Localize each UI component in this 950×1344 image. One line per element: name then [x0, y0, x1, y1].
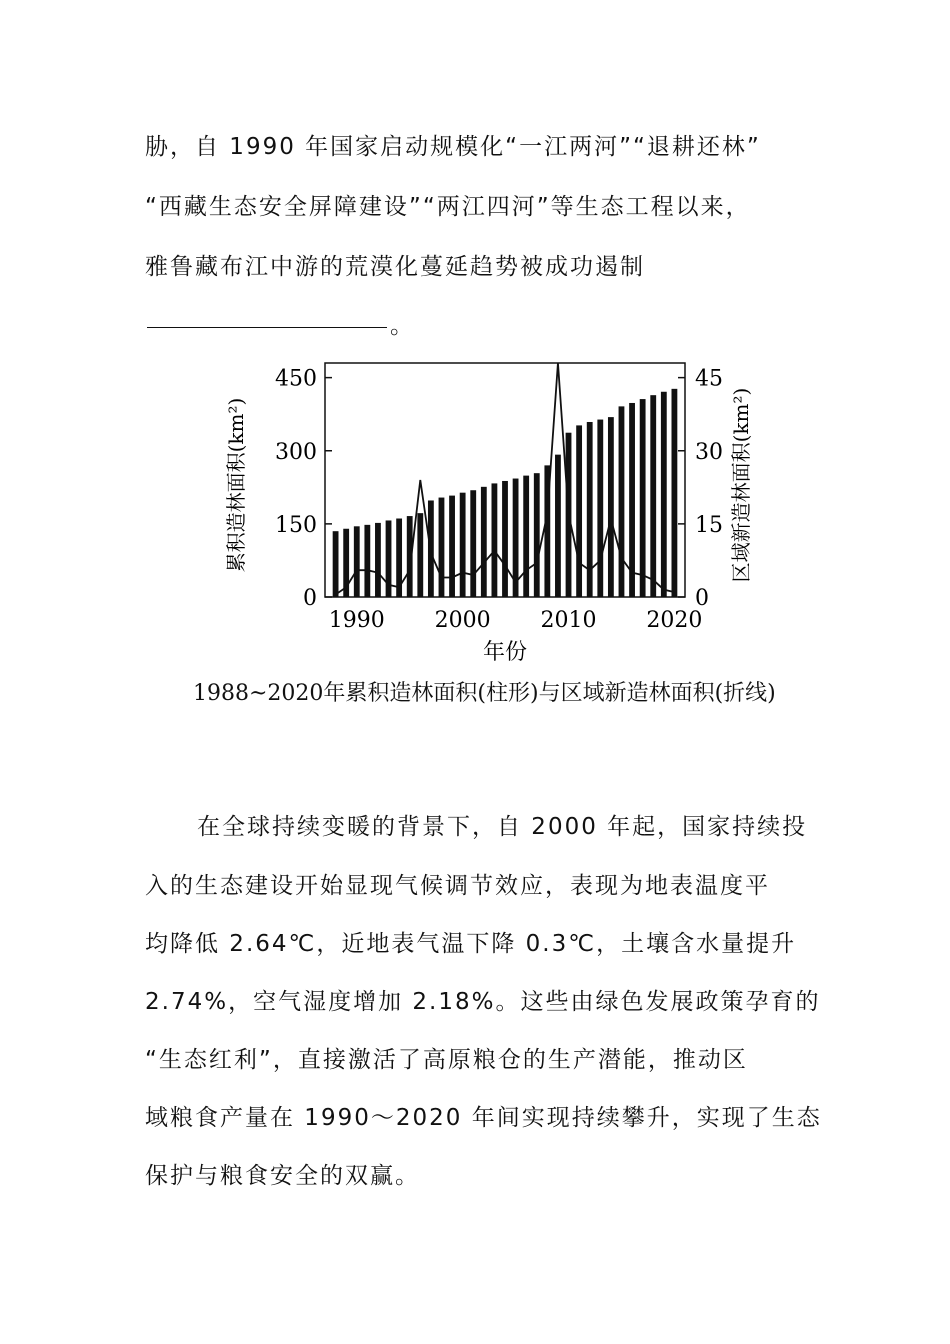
- bar-2000: [460, 493, 466, 597]
- bar-1996: [417, 513, 423, 597]
- bar-2014: [608, 417, 614, 597]
- bar-2006: [523, 476, 529, 597]
- bar-1998: [439, 498, 445, 597]
- bar-2004: [502, 481, 508, 597]
- x-axis-label: 年份: [482, 640, 528, 665]
- y-left-tick-label-450: 450: [275, 366, 317, 392]
- paragraph-2-line-7: 保护与粮食安全的双赢。: [145, 1163, 420, 1189]
- paragraph-1-line-1: 胁，自 1990 年国家启动规模化“一江两河”“退耕还林”: [145, 134, 761, 160]
- bar-2013: [597, 420, 603, 597]
- y-right-tick-label-45: 45: [695, 366, 723, 392]
- paragraph-1-line-3: 雅鲁藏布江中游的荒漠化蔓延趋势被成功遏制: [145, 254, 645, 280]
- bar-1999: [449, 496, 455, 597]
- paragraph-2-line-2: 入的生态建设开始显现气候调节效应，表现为地表温度平: [145, 873, 770, 899]
- bar-2001: [470, 490, 476, 597]
- bar-1991: [364, 525, 370, 597]
- x-tick-label-1990: 1990: [328, 608, 385, 633]
- bar-2009: [555, 455, 561, 597]
- y-left-tick-label-0: 0: [303, 586, 317, 611]
- paragraph-2-line-4: 2.74%，空气湿度增加 2.18%。这些由绿色发展政策孕育的: [145, 989, 821, 1015]
- paragraph-2-line-6: 域粮食产量在 1990～2020 年间实现持续攀升，实现了生态: [145, 1105, 822, 1131]
- bar-2019: [661, 392, 667, 597]
- x-tick-label-2020: 2020: [646, 608, 703, 633]
- x-tick-label-2000: 2000: [434, 608, 491, 633]
- y-right-tick-label-0: 0: [695, 586, 709, 611]
- bar-2017: [640, 399, 646, 597]
- paragraph-2-line-1: 在全球持续变暖的背景下，自 2000 年起，国家持续投: [197, 814, 808, 840]
- bar-1990: [354, 526, 360, 597]
- x-tick-label-2010: 2010: [540, 608, 597, 633]
- bar-2007: [534, 473, 540, 597]
- afforestation-chart: [210, 355, 770, 670]
- y-right-tick-label-15: 15: [695, 512, 723, 538]
- paragraph-2-line-3: 均降低 2.64℃，近地表气温下降 0.3℃，土壤含水量提升: [145, 931, 797, 957]
- answer-blank-period: 。: [390, 313, 413, 339]
- y-left-tick-label-300: 300: [275, 439, 317, 465]
- bar-1992: [375, 523, 381, 597]
- y-axis-right-label: 区域新造林面积(km²): [729, 387, 753, 583]
- y-axis-left-label: 累积造林面积(km²): [224, 397, 248, 573]
- bar-2020: [672, 389, 678, 597]
- chart-caption: 1988~2020年累积造林面积(柱形)与区域新造林面积(折线): [193, 681, 776, 706]
- bar-2016: [629, 403, 635, 597]
- paragraph-2-line-5: “生态红利”，直接激活了高原粮仓的生产潜能，推动区: [145, 1047, 748, 1073]
- y-left-tick-label-150: 150: [275, 512, 317, 538]
- bar-2002: [481, 487, 487, 597]
- bar-2018: [650, 395, 656, 597]
- bar-2015: [619, 406, 625, 597]
- answer-blank: [147, 327, 387, 328]
- bar-2003: [492, 483, 498, 597]
- bar-2011: [576, 425, 582, 597]
- y-right-tick-label-30: 30: [695, 439, 723, 465]
- bar-1988: [333, 531, 339, 597]
- paragraph-1-line-2: “西藏生态安全屏障建设”“两江四河”等生态工程以来，: [145, 194, 751, 220]
